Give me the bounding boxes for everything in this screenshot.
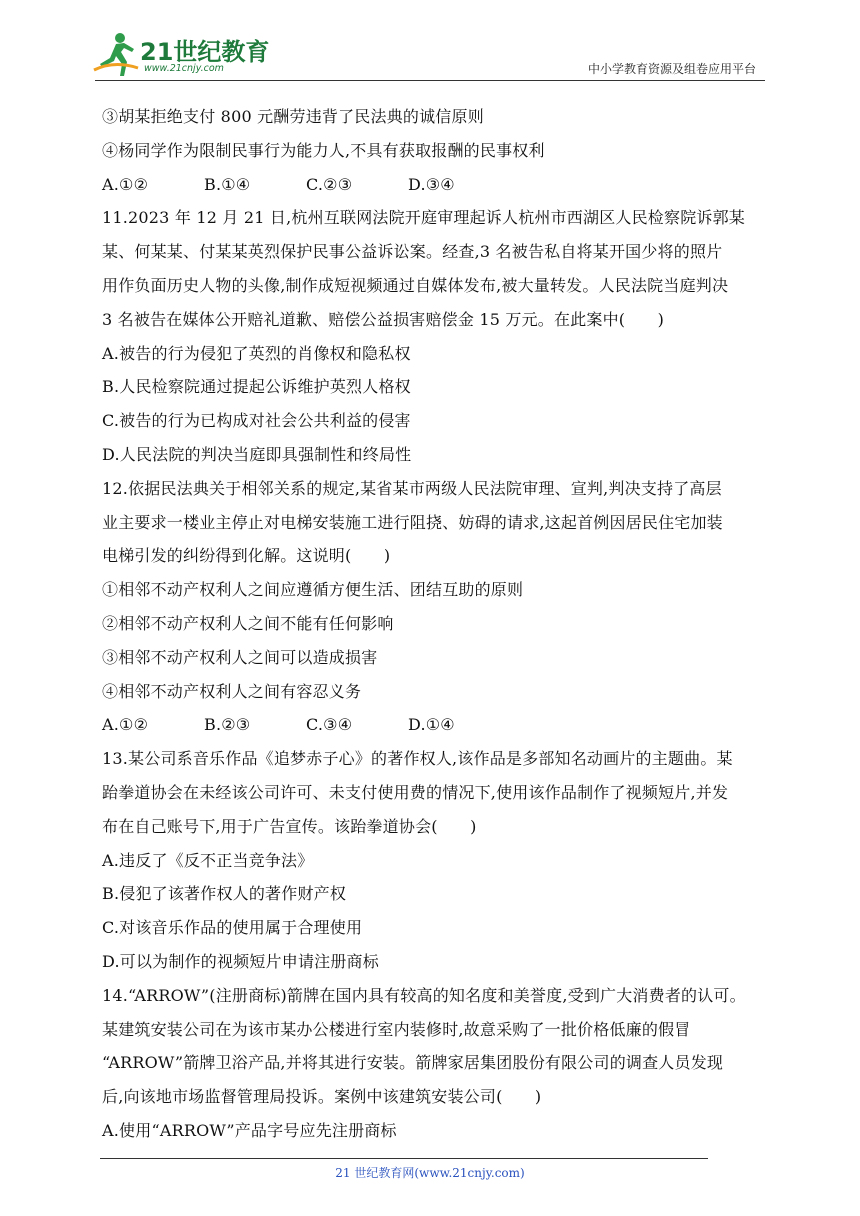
page-header (0, 0, 860, 92)
text-line: 某、何某某、付某某英烈保护民事公益诉讼案。经查,3 名被告私自将某开国少将的照片 (102, 242, 723, 262)
answer-option: C.②③ (306, 174, 353, 194)
text-line: A.违反了《反不正当竞争法》 (102, 850, 314, 870)
text-line: ②相邻不动产权利人之间不能有任何影响 (102, 613, 394, 633)
answer-option: D.③④ (408, 174, 455, 194)
text-line: 14.“ARROW”(注册商标)箭牌在国内具有较高的知名度和美誉度,受到广大消费者的认可。 (102, 985, 746, 1005)
text-line: ④相邻不动产权利人之间有容忍义务 (102, 681, 362, 701)
answer-option: A.①② (102, 174, 149, 194)
text-line: D.人民法院的判决当庭即具强制性和终局性 (102, 444, 412, 464)
text-line: 12.依据民法典关于相邻关系的规定,某省某市两级人民法院审理、宣判,判决支持了高层 (102, 478, 722, 498)
text-line: “ARROW”箭牌卫浴产品,并将其进行安装。箭牌家居集团股份有限公司的调查人员发现 (102, 1053, 724, 1073)
text-line: 某建筑安装公司在为该市某办公楼进行室内装修时,故意采购了一批价格低廉的假冒 (102, 1019, 691, 1039)
answer-options (102, 708, 770, 742)
text-line: C.被告的行为已构成对社会公共利益的侵害 (102, 411, 411, 431)
logo (92, 30, 270, 80)
answer-options (102, 168, 770, 202)
question-body (102, 100, 770, 1148)
runner-logo-icon (92, 30, 140, 78)
text-line: A.被告的行为侵犯了英烈的肖像权和隐私权 (102, 343, 411, 363)
text-line: 3 名被告在媒体公开赔礼道歉、赔偿公益损害赔偿金 15 万元。在此案中( ) (102, 309, 665, 329)
text-line: ③胡某拒绝支付 800 元酬劳违背了民法典的诚信原则 (102, 107, 484, 126)
text-line: B.侵犯了该著作权人的著作财产权 (102, 884, 347, 904)
text-line: ①相邻不动产权利人之间应遵循方便生活、团结互助的原则 (102, 580, 524, 600)
text-line: 11.2023 年 12 月 21 日,杭州互联网法院开庭审理起诉人杭州市西湖区人民检察院诉郭某 (102, 208, 745, 228)
platform-tagline: 中小学教育资源及组卷应用平台 (587, 62, 756, 76)
logo-text: 21世纪教育 (140, 38, 270, 66)
text-line: 电梯引发的纠纷得到化解。这说明( ) (102, 546, 391, 566)
text-line: 后,向该地市场监督管理局投诉。案例中该建筑安装公司( ) (102, 1087, 542, 1107)
answer-option: B.②③ (204, 715, 251, 735)
text-line: ④杨同学作为限制民事行为能力人,不具有获取报酬的民事权利 (102, 140, 545, 160)
text-line: C.对该音乐作品的使用属于合理使用 (102, 918, 363, 938)
header-divider (95, 80, 765, 81)
text-line: 13.某公司系音乐作品《追梦赤子心》的著作权人,该作品是多部知名动画片的主题曲。某 (102, 749, 733, 769)
answer-option: A.①② (102, 715, 149, 735)
logo-url: www.21cnjy.com (144, 63, 224, 74)
text-line: 业主要求一楼业主停止对电梯安装施工进行阻挠、妨碍的请求,这起首例因居民住宅加装 (102, 512, 723, 532)
text-line: ③相邻不动产权利人之间可以造成损害 (102, 647, 378, 667)
answer-option: B.①④ (204, 174, 251, 194)
text-line: B.人民检察院通过提起公诉维护英烈人格权 (102, 377, 411, 397)
answer-option: D.①④ (408, 715, 455, 735)
answer-option: C.③④ (306, 715, 353, 735)
text-line: 用作负面历史人物的头像,制作成短视频通过自媒体发布,被大量转发。人民法院当庭判决 (102, 275, 729, 295)
text-line: 布在自己账号下,用于广告宣传。该跆拳道协会( ) (102, 816, 477, 836)
footer-divider (100, 1158, 708, 1159)
text-line: 跆拳道协会在未经该公司许可、未支付使用费的情况下,使用该作品制作了视频短片,并发 (102, 782, 729, 802)
text-line: A.使用“ARROW”产品字号应先注册商标 (102, 1120, 397, 1140)
text-line: D.可以为制作的视频短片申请注册商标 (102, 951, 379, 971)
footer-source[interactable]: 21 世纪教育网(www.21cnjy.com) (335, 1166, 525, 1180)
